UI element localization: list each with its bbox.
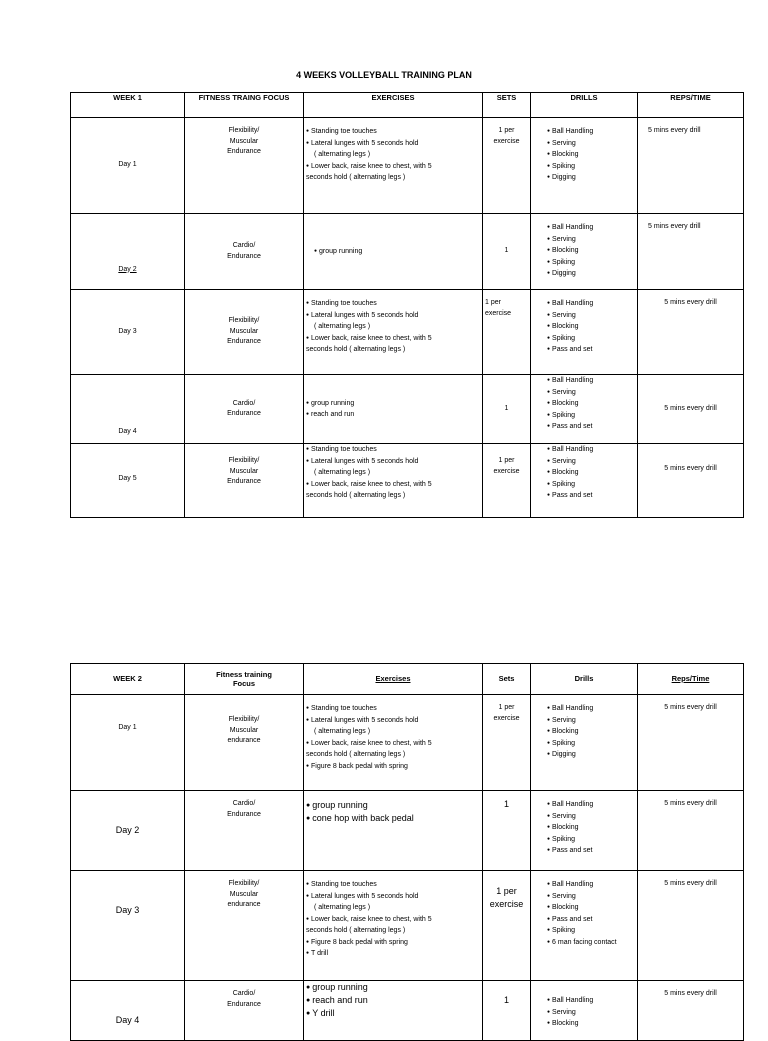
reps-cell: 5 mins every drill [638, 375, 744, 444]
day-cell: Day 4 [71, 375, 185, 444]
drill-item: ● Ball Handling [547, 126, 635, 138]
drill-item: ● Blocking [547, 321, 635, 333]
exercises-header: EXERCISES [304, 93, 483, 118]
drill-item: ● Blocking [547, 726, 635, 738]
table-row [71, 118, 744, 214]
exercise-item: seconds hold ( alternating legs ) [306, 751, 406, 758]
reps-cell: 5 mins every drill [638, 871, 744, 981]
exercise-item: ● Standing toe touches [306, 879, 480, 891]
table-row [71, 981, 744, 1041]
drill-item: ● Serving [547, 715, 635, 727]
drill-item: ● Spiking [547, 738, 635, 750]
week1-header-row [71, 93, 744, 118]
drill-item: ● Blocking [547, 902, 635, 914]
table-row [71, 871, 744, 981]
day-cell: Day 5 [71, 444, 185, 518]
week-header: WEEK 2 [71, 664, 185, 695]
exercise-item: ● Lateral lunges with 5 seconds hold [306, 138, 480, 150]
exercise-item: ● group running [314, 246, 480, 258]
exercises-cell [304, 981, 483, 1041]
exercises-cell [304, 214, 483, 290]
exercise-item: ● Lower back, raise knee to chest, with 5 [306, 914, 480, 926]
drill-item: ● Serving [547, 891, 635, 903]
table-row [71, 791, 744, 871]
week2-table [70, 663, 744, 1041]
reps-header: Reps/Time [638, 664, 744, 695]
reps-cell: 5 mins every drill [638, 695, 744, 791]
sets-cell: 1 per exercise [483, 871, 531, 981]
drill-item: ● Digging [547, 749, 635, 761]
drill-item: ● Ball Handling [547, 222, 635, 234]
reps-header: REPS/TIME [638, 93, 744, 118]
sets-cell: 1 [483, 791, 531, 871]
drill-item: ● Blocking [547, 398, 635, 410]
drill-item: ● Blocking [547, 467, 635, 479]
drill-item: ● Spiking [547, 333, 635, 345]
exercise-item: ● Lateral lunges with 5 seconds hold [306, 891, 480, 903]
exercise-item: ● Standing toe touches [306, 126, 480, 138]
drill-item: ● Pass and set [547, 845, 635, 857]
exercises-cell [304, 695, 483, 791]
exercise-item: ( alternating legs ) [314, 904, 371, 911]
drill-item: ● Ball Handling [547, 298, 635, 310]
exercise-item: ( alternating legs ) [314, 728, 371, 735]
day-cell: Day 1 [71, 695, 185, 791]
sets-cell: 1 [483, 375, 531, 444]
exercise-item: seconds hold ( alternating legs ) [306, 492, 406, 499]
drill-item: ● Serving [547, 811, 635, 823]
focus-header: FITNESS TRAING FOCUS [185, 93, 304, 118]
exercise-item: ( alternating legs ) [314, 323, 371, 330]
focus-cell: Cardio/ Endurance [185, 791, 304, 871]
drill-item: ● Blocking [547, 149, 635, 161]
week2-header-row [71, 664, 744, 695]
drill-item: ● Pass and set [547, 914, 635, 926]
drill-item: ● Ball Handling [547, 799, 635, 811]
reps-cell: 5 mins every drill [638, 791, 744, 871]
day-cell: Day 3 [71, 290, 185, 375]
exercises-header: Exercises [304, 664, 483, 695]
exercise-item: ● Lower back, raise knee to chest, with 5 [306, 738, 480, 750]
exercise-item: ● reach and run [306, 994, 480, 1007]
day-cell: Day 2 [71, 791, 185, 871]
drill-item: ● Serving [547, 456, 635, 468]
exercise-item: ● Standing toe touches [306, 298, 480, 310]
drill-item: ● Digging [547, 172, 635, 184]
exercise-item: ● Lateral lunges with 5 seconds hold [306, 715, 480, 727]
exercises-cell [304, 290, 483, 375]
exercise-item: seconds hold ( alternating legs ) [306, 346, 406, 353]
drill-item: ● Blocking [547, 1018, 635, 1030]
week1-table [70, 92, 744, 518]
day-cell: Day 1 [71, 118, 185, 214]
drills-cell [531, 444, 638, 518]
drills-cell [531, 375, 638, 444]
drill-item: ● Ball Handling [547, 703, 635, 715]
drill-item: ● Spiking [547, 410, 635, 422]
sets-cell: 1 [483, 981, 531, 1041]
drill-item: ● Pass and set [547, 344, 635, 356]
drills-cell [531, 981, 638, 1041]
sets-header: Sets [483, 664, 531, 695]
drills-cell [531, 871, 638, 981]
table-row [71, 695, 744, 791]
day-cell: Day 2 [71, 214, 185, 290]
exercise-item: ● Lateral lunges with 5 seconds hold [306, 456, 480, 468]
drill-item: ● Ball Handling [547, 375, 635, 387]
sets-cell: 1 per exercise [483, 695, 531, 791]
table-row [71, 444, 744, 518]
reps-cell: 5 mins every drill [638, 444, 744, 518]
focus-cell: Flexibility/ Muscular endurance [185, 695, 304, 791]
reps-cell: 5 mins every drill [638, 290, 744, 375]
exercise-item: ● Lower back, raise knee to chest, with 5 [306, 479, 480, 491]
focus-cell: Flexibility/ Muscular endurance [185, 871, 304, 981]
exercise-item: ● Lower back, raise knee to chest, with 5 [306, 161, 480, 173]
day-cell: Day 3 [71, 871, 185, 981]
drills-cell [531, 290, 638, 375]
drill-item: ● Serving [547, 387, 635, 399]
exercise-item: ● Standing toe touches [306, 703, 480, 715]
exercises-cell [304, 871, 483, 981]
exercise-item: ● group running [306, 799, 480, 812]
sets-cell: 1 per exercise [483, 118, 531, 214]
drill-item: ● Digging [547, 268, 635, 280]
reps-cell: 5 mins every drill [638, 118, 744, 214]
focus-header: Fitness training Focus [185, 664, 304, 695]
drills-cell [531, 214, 638, 290]
drill-item: ● Pass and set [547, 421, 635, 433]
drills-cell [531, 791, 638, 871]
drills-cell [531, 695, 638, 791]
focus-cell: Flexibility/ Muscular Endurance [185, 118, 304, 214]
focus-cell: Cardio/ Endurance [185, 375, 304, 444]
drills-header: DRILLS [531, 93, 638, 118]
focus-cell: Cardio/ Endurance [185, 981, 304, 1041]
reps-cell: 5 mins every drill [638, 214, 744, 290]
exercise-item: ● group running [306, 398, 480, 410]
exercises-cell [304, 791, 483, 871]
focus-cell: Cardio/ Endurance [185, 214, 304, 290]
day-cell: Day 4 [71, 981, 185, 1041]
sets-cell: 1 per exercise [483, 444, 531, 518]
drills-header: Drills [531, 664, 638, 695]
drill-item: ● Blocking [547, 822, 635, 834]
drill-item: ● Spiking [547, 925, 635, 937]
drill-item: ● Blocking [547, 245, 635, 257]
exercise-item: ● group running [306, 981, 480, 994]
focus-cell: Flexibility/ Muscular Endurance [185, 444, 304, 518]
drill-item: ● Serving [547, 1007, 635, 1019]
drill-item: ● Spiking [547, 479, 635, 491]
exercise-item: ● reach and run [306, 409, 480, 421]
drill-item: ● Serving [547, 234, 635, 246]
exercise-item: seconds hold ( alternating legs ) [306, 927, 406, 934]
page-title: 4 WEEKS VOLLEYBALL TRAINING PLAN [296, 70, 472, 80]
drill-item: ● Ball Handling [547, 995, 635, 1007]
exercises-cell [304, 118, 483, 214]
drill-item: ● Spiking [547, 834, 635, 846]
exercise-item: ● cone hop with back pedal [306, 812, 480, 825]
exercise-item: seconds hold ( alternating legs ) [306, 174, 406, 181]
exercise-item: ● Lateral lunges with 5 seconds hold [306, 310, 480, 322]
drill-item: ● 6 man facing contact [547, 937, 635, 949]
exercise-item: ● Figure 8 back pedal with spring [306, 937, 480, 949]
focus-cell: Flexibility/ Muscular Endurance [185, 290, 304, 375]
exercise-item: ● Figure 8 back pedal with spring [306, 761, 480, 773]
table-row [71, 375, 744, 444]
drill-item: ● Ball Handling [547, 444, 635, 456]
sets-cell: 1 [483, 214, 531, 290]
week-header: WEEK 1 [71, 93, 185, 118]
table-row [71, 214, 744, 290]
drill-item: ● Ball Handling [547, 879, 635, 891]
drill-item: ● Serving [547, 310, 635, 322]
exercises-cell [304, 444, 483, 518]
sets-cell: 1 per exercise [483, 290, 531, 375]
table-row [71, 290, 744, 375]
sets-header: SETS [483, 93, 531, 118]
drills-cell [531, 118, 638, 214]
exercises-cell [304, 375, 483, 444]
drill-item: ● Spiking [547, 161, 635, 173]
exercise-item: ● Y drill [306, 1007, 480, 1020]
drill-item: ● Serving [547, 138, 635, 150]
exercise-item: ● Lower back, raise knee to chest, with 5 [306, 333, 480, 345]
exercise-item: ● T drill [306, 948, 480, 960]
reps-cell: 5 mins every drill [638, 981, 744, 1041]
exercise-item: ( alternating legs ) [314, 151, 371, 158]
exercise-item: ( alternating legs ) [314, 469, 371, 476]
exercise-item: ● Standing toe touches [306, 444, 480, 456]
drill-item: ● Spiking [547, 257, 635, 269]
drill-item: ● Pass and set [547, 490, 635, 502]
